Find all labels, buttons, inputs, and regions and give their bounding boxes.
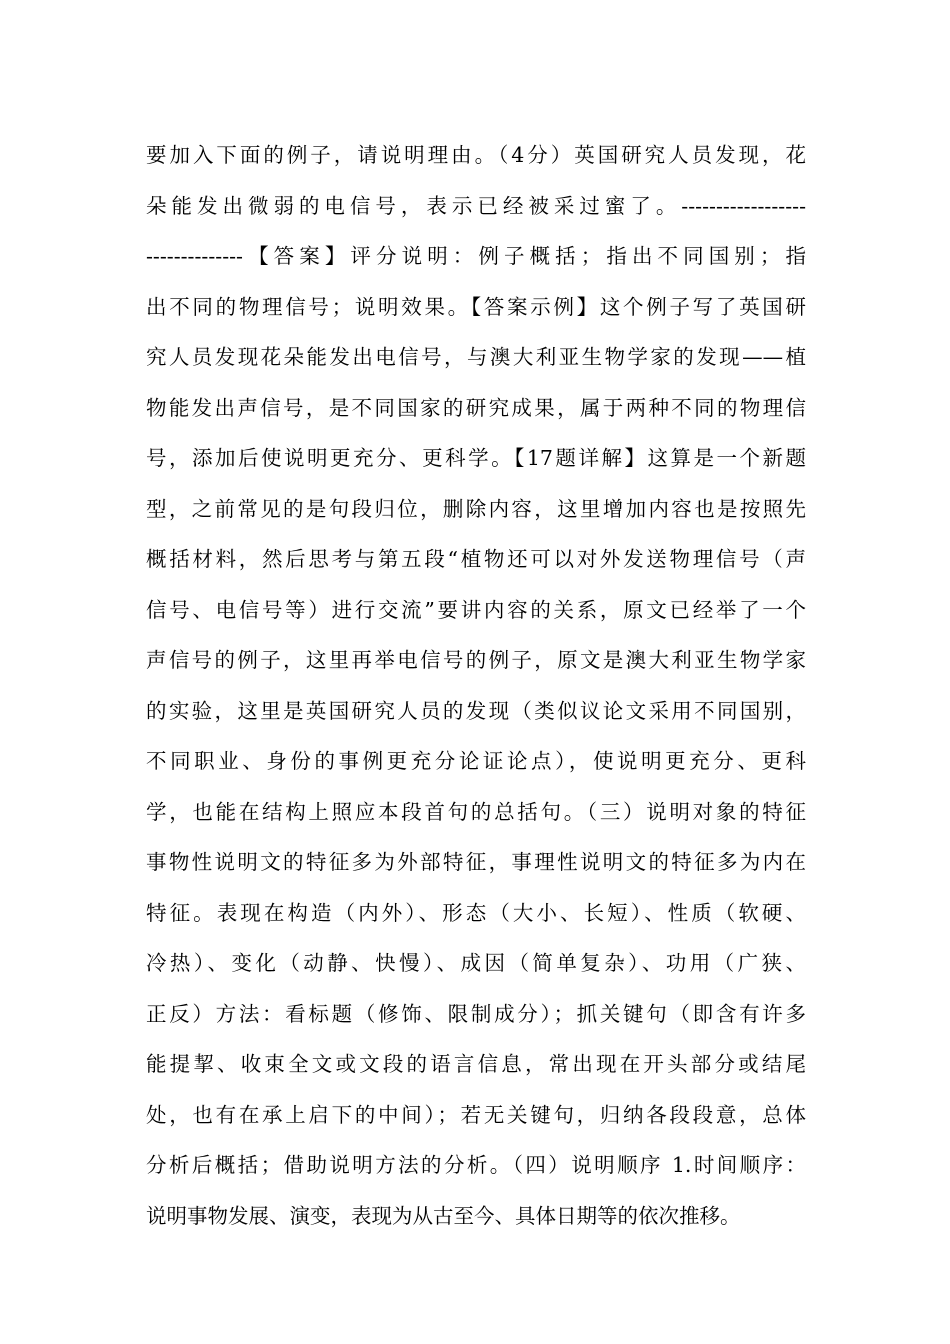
text-line: 究人员发现花朵能发出电信号，与澳大利亚生物学家的发现——植: [146, 345, 806, 369]
text-line: 号，添加后使说明更充分、更科学。【17题详解】这算是一个新题: [146, 446, 806, 470]
text-line: 处，也有在承上启下的中间）；若无关键句，归纳各段段意，总体: [146, 1102, 806, 1127]
text-line: 物能发出声信号，是不同国家的研究成果，属于两种不同的物理信: [146, 395, 806, 420]
text-line: 不同职业、身份的事例更充分论证论点），使说明更充分、更科: [146, 749, 806, 773]
text-line: 型，之前常见的是句段归位，删除内容，这里增加内容也是按照先: [146, 496, 806, 521]
text-line: 冷热）、变化（动静、快慢）、成因（简单复杂）、功用（广狭、: [146, 951, 806, 975]
text-line: 声信号的例子，这里再举电信号的例子，原文是澳大利亚生物学家: [146, 648, 806, 672]
text-line: 学，也能在结构上照应本段首句的总括句。（三）说明对象的特征: [146, 799, 806, 824]
text-line: 分析后概括；借助说明方法的分析。（四）说明顺序 1.时间顺序：: [146, 1153, 806, 1177]
text-line: 要加入下面的例子，请说明理由。（4分）英国研究人员发现，花: [146, 143, 806, 167]
text-line: 能提挈、收束全文或文段的语言信息，常出现在开头部分或结尾: [146, 1052, 806, 1076]
text-line: 正反）方法：看标题（修饰、限制成分）；抓关键句（即含有许多: [146, 1001, 806, 1026]
text-line: --------------【答案】评分说明：例子概括；指出不同国别；指: [146, 244, 806, 268]
text-line: 说明事物发展、演变，表现为从古至今、具体日期等的依次推移。: [146, 1203, 741, 1228]
text-line: 出不同的物理信号；说明效果。【答案示例】这个例子写了英国研: [146, 294, 806, 319]
text-line: 特征。表现在构造（内外）、形态（大小、长短）、性质（软硬、: [146, 900, 806, 925]
text-line: 的实验，这里是英国研究人员的发现（类似议论文采用不同国别，: [146, 698, 806, 723]
text-line: 事物性说明文的特征多为外部特征，事理性说明文的特征多为内在: [146, 850, 806, 874]
text-line: 概括材料，然后思考与第五段“植物还可以对外发送物理信号（声: [146, 547, 806, 571]
body-text: [146, 130, 806, 1241]
text-line: 朵能发出微弱的电信号，表示已经被采过蜜了。------------------: [146, 193, 806, 218]
text-line: 信号、电信号等）进行交流”要讲内容的关系，原文已经举了一个: [146, 597, 806, 622]
